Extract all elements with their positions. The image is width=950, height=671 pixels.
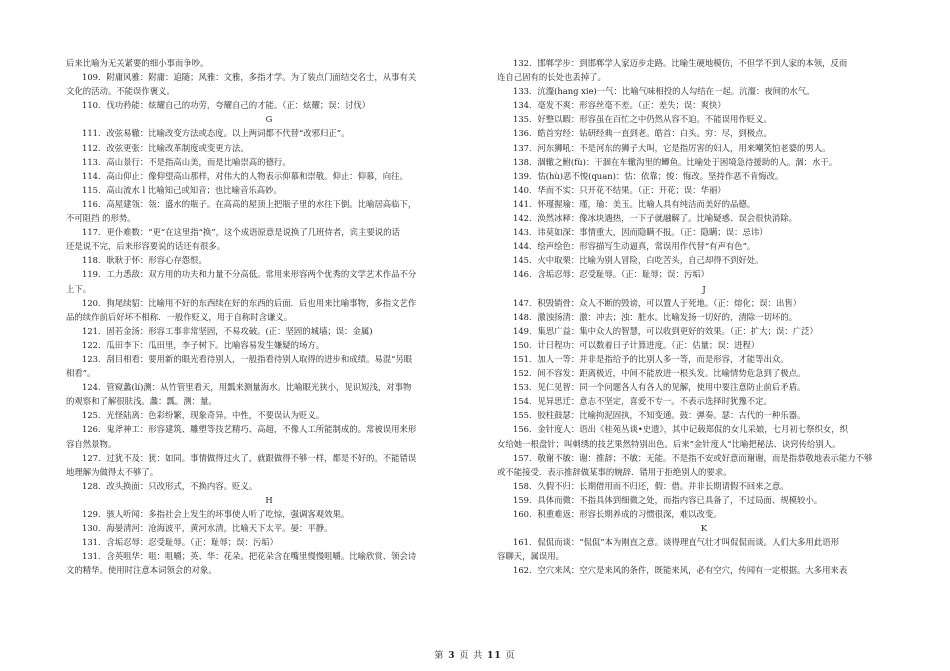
text-line: 153．见仁见智：同一个问题各人有各人的见解，使用中要注意防止前后矛盾。 xyxy=(513,382,806,393)
text-line: 110．伐功矜能：炫耀自己的功劳，夸耀自己的才能。（正：炫耀；误：讨伐） xyxy=(82,100,371,111)
text-line: 113．高山景行：不是指高山美，而是比喻崇高的德行。 xyxy=(82,156,291,167)
text-line: 后来比喻为无关紧要的细小事而争吵。 xyxy=(66,58,209,68)
text-line: 137．河东狮吼：不是河东的狮子大叫，它是指厉害的妇人，用来嘲笑怕老婆的男人。 xyxy=(513,142,831,153)
text-line: 132．邯郸学步：到邯郸学人家迈步走路。比喻生硬地模仿，不但学不到人家的本领，反而 xyxy=(513,58,848,68)
footer-middle: 页 共 xyxy=(459,651,484,661)
text-line: 115．高山流水 l 比喻知己或知音；也比喻音乐高妙。 xyxy=(82,184,282,195)
text-line: 151．加人一等：并非是指给予的比别人多一等，而是形容，才能等出众。 xyxy=(513,353,789,364)
text-line: 133．沆瀣(hang xie)一气：比喻气味相投的人勾结在一起。沆瀣：夜间的水气。 xyxy=(513,86,815,97)
text-line: 126．鬼斧神工：形容建筑、雕塑等技艺精巧、高超，不像人工所能制成的。常被误用来形 xyxy=(82,424,417,435)
text-line: 143．讳莫如深：事情重大，因而隐瞒不报。（正：隐瞒；误：忌讳） xyxy=(513,227,768,238)
text-line: 157．敬谢不敏：谢：推辞；不敏：无能。不是指不安或好意而谢谢，而是指恭敬地表示能力不够 xyxy=(513,452,873,463)
text-line: 文化的活动。不能误作褒义。 xyxy=(66,86,175,97)
text-line: 158．久假不归：长期借用而不归还，假：借。并非长期请假不回来之意。 xyxy=(513,480,789,491)
text-line: 141．怀瑾握瑜：瑾，瑜：美玉。比喻人具有纯洁而美好的品德。 xyxy=(513,198,756,209)
section-letter-heading: G xyxy=(265,114,273,125)
text-line: 161．侃侃而谈：“侃侃”本为刚直之意。谈得理直气壮才叫侃侃而谈。人们大多用此语形 xyxy=(513,537,840,548)
text-line: 112．改弦更张：比喻改革制度或变更方法。 xyxy=(82,142,249,153)
text-line: 162．空穴来风：空穴是来风的条件，既能来风，必有空穴，传闻有一定根据。大多用来表 xyxy=(513,565,848,576)
text-line: 145．火中取栗：比喻为别人冒险，白吃苦头，自己却得不到好处。 xyxy=(513,255,764,266)
text-line: 131．含英咀华：咀：咀嚼；英、华：花朵。把花朵含在嘴里慢慢咀嚼。比喻欣赏、领会诗 xyxy=(82,551,417,562)
section-letter-heading: J xyxy=(702,283,706,294)
text-line: 109．附庸风雅：附庸：追随；风雅：文雅，多指才学。为了装点门面结交名士，从事有关 xyxy=(82,72,417,83)
text-line: 150．计日程功：可以数着日子计算进度。（正：估量；误：进程） xyxy=(513,339,760,350)
right-text-column xyxy=(497,56,911,577)
text-line: 117．更仆难数：“更”在这里指“换”，这个成语原意是说换了几班侍者，宾主要说的话 xyxy=(82,227,400,238)
text-line: 148．激浊扬清：激：冲去；浊：脏水。比喻发扬一切好的，清除一切坏的。 xyxy=(513,311,797,322)
text-line: 154．见异思迁：意志不坚定，喜爱不专一。不表示选择时犹豫不定。 xyxy=(513,396,772,407)
text-line: 147．积毁销骨：众人不断的毁谤，可以置人于死地。（正：熔化；误：出售） xyxy=(513,297,802,308)
text-line: 地理解为做得太不够了。 xyxy=(66,466,159,477)
text-line: 120．狗尾续貂：比喻用不好的东西续在好的东西的后面．后也用来比喻事物，多指文艺作 xyxy=(82,297,417,308)
section-letter-heading: K xyxy=(700,523,708,534)
page-footer xyxy=(0,648,950,661)
text-line: 相看”。 xyxy=(66,368,96,379)
current-page-number: 3 xyxy=(448,651,456,661)
text-line: 还是说不完，后来形容要说的话还有很多。 xyxy=(66,241,226,252)
text-line: 不可阻挡 的形势。 xyxy=(66,213,136,224)
text-line: 134．毫发不爽：形容丝毫不差。（正：差失；误：爽快） xyxy=(513,100,726,111)
text-line: 129．骇人听闻：多指社会上发生的坏事使人听了吃惊，强调客观效果。 xyxy=(82,509,350,519)
text-line: 的观察和了解很肤浅。蠡：瓢。测：量。 xyxy=(66,396,217,407)
text-line: 135．好整以暇：形容虽在百忙之中仍然从容不迫。不能误用作贬义。 xyxy=(513,114,772,125)
text-line: 124．管窥蠡(lí)测：从竹管里看天，用瓢来测量海水。比喻眼光狭小，见识短浅，对事物 xyxy=(82,382,412,393)
text-line: 119．工力悉敌：双方用的功夫和力量不分高低。常用来形容两个优秀的文学艺术作品不分 xyxy=(82,269,417,280)
text-line: 128．改头换面：只改形式，不换内容。贬义。 xyxy=(82,480,258,491)
text-line: 149．集思广益：集中众人的智慧，可以收到更好的效果。（正：扩大；误：广泛） xyxy=(513,325,818,336)
text-line: 152．间不容发：距离极近，中间不能放进一根头发。比喻情势危急到了极点。 xyxy=(513,368,806,379)
section-letter-heading: H xyxy=(265,494,273,505)
text-line: 144．绘声绘色：形容描写生动逼真，常误用作代替“有声有色”。 xyxy=(513,241,756,252)
text-line: 155．胶柱鼓瑟：比喻拘泥固执，不知变通。鼓：弹奏。瑟：古代的一种乐器。 xyxy=(513,410,806,421)
text-line: 或不能接受．表示推辞做某事的婉辞．错用于拒绝别人的要求。 xyxy=(497,466,732,477)
text-line: 容聊天，属误用。 xyxy=(497,551,564,562)
text-line: 140．华而不实：只开花不结果。（正：开花；误：华丽） xyxy=(513,184,726,195)
text-line: 127．过犹不及：犹：如同。事情做得过火了，就跟做得不够一样，都是不好的。不能错误 xyxy=(82,452,417,463)
text-line: 130．海晏清河：沧海波平，黄河水清，比喻天下太平。晏：平静。 xyxy=(82,523,333,534)
text-line: 122．瓜田李下：瓜田里，李子树下。比喻容易发生嫌疑的场方。 xyxy=(82,339,325,350)
text-line: 114．高山仰止：像仰望高山那样，对伟大的人物表示仰慕和崇敬。仰止：仰慕，向往。 xyxy=(82,170,408,181)
footer-prefix: 第 xyxy=(434,651,445,661)
text-line: 容自然景物。 xyxy=(66,438,117,449)
text-line: 142．涣然冰释：像冰块遇热，一下子就融解了。比喻疑惑、误会很快消除。 xyxy=(513,213,797,224)
text-line: 连自己固有的长处也丢掉了。 xyxy=(497,72,606,83)
footer-suffix: 页 xyxy=(505,651,516,661)
text-line: 139．怙(hù)恶不悛(quan)：怙：依靠；悛：悔改。坚持作恶不肯悔改。 xyxy=(513,170,784,181)
text-line: 159．具体而微：不指具体到细微之处，而指内容已具备了，不过局面、规模较小。 xyxy=(513,494,823,505)
text-line: 上下。 xyxy=(66,283,92,294)
text-line: 118．耿耿于怀：形容心存怨恨。 xyxy=(82,255,207,266)
total-page-count: 11 xyxy=(487,651,502,661)
text-line: 138．涸辙之鲋(fù)：干涸在车辙沟里的鲫鱼。比喻处于困境急待援助的人。涸：水干。 xyxy=(513,156,838,167)
text-line: 160．积重难返：形容长期养成的习惯很深，难以改变。 xyxy=(513,509,722,519)
text-line: 121．固若金汤：形容工事非常坚固，不易攻破。(正：坚固的城墙；误：金属) xyxy=(82,325,373,336)
text-line: 女给她一根盘针；叫刺绣的技艺果然特别出色。后来“金针度人”比喻把秘法、诀窍传给别人。 xyxy=(497,438,841,449)
text-line: 品的续作前后好坏不相称．一般作贬义，用于自称时含谦义。 xyxy=(66,311,293,322)
text-line: 146．含垢忍辱：忍受耻辱。（正：耻辱；误：污垢） xyxy=(513,269,710,280)
text-line: 131．含垢忍辱：忍受耻辱。（正：耻辱；误：污垢） xyxy=(82,537,279,548)
left-text-column xyxy=(66,56,472,577)
text-line: 111．改弦易辙：比喻改变方法或态度。以上两词都不代替“改邪归正”。 xyxy=(82,128,350,139)
text-line: 136．皓首穷经：钻研经典一直到老。皓首：白头。穷：尽，到极点。 xyxy=(513,128,772,139)
text-line: 125．光怪陆离：色彩纷繁，现象奇异。中性，不要误认为贬义。 xyxy=(82,410,325,421)
text-line: 116．高屋建瓴：瓴：盛水的瓶子。在高高的屋顶上把瓶子里的水往下倒。比喻居高临下， xyxy=(82,198,417,209)
text-line: 156．金针度人：语出《桂苑丛谈•史遗》，其中记载郑侃的女儿采娘，七月初七祭织女，织 xyxy=(513,424,848,435)
text-line: 文的精华。使用时注意本词领会的对象。 xyxy=(66,565,217,576)
text-line: 123．刮目相看：要用新的眼光看待别人，一般指看待别人取得的进步和成绩。易混“另眼 xyxy=(82,353,413,364)
